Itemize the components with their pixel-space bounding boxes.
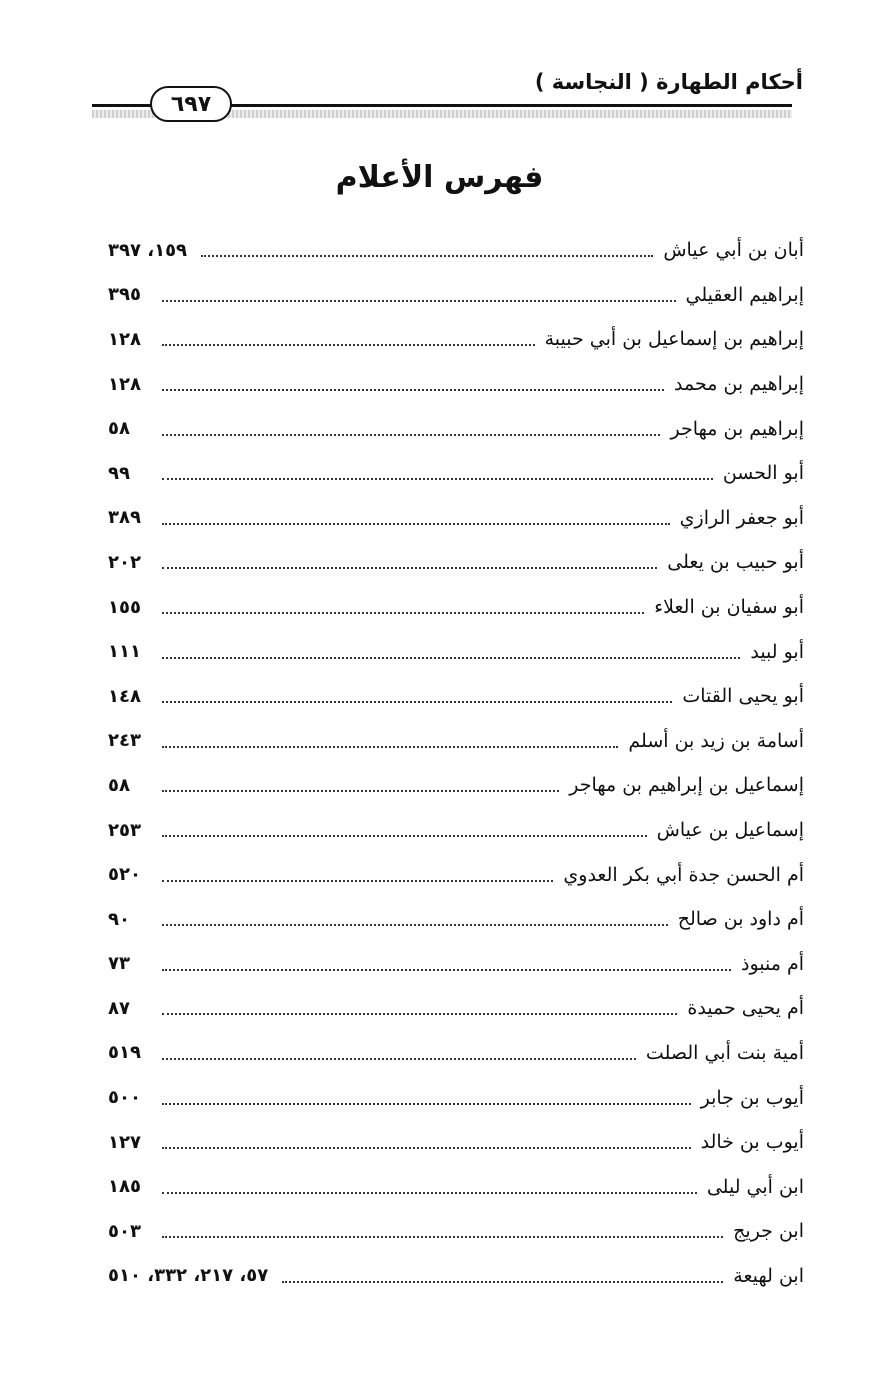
index-entry [108, 317, 804, 362]
index-entry [108, 629, 804, 674]
entry-name: أبان بن أبي عياش [663, 239, 804, 262]
index-entry [108, 986, 804, 1031]
index-entry [108, 897, 804, 942]
entry-name: أم الحسن جدة أبي بكر العدوي [563, 863, 804, 886]
entry-pages: ٢٥٣ [108, 819, 141, 841]
index-entry [108, 719, 804, 764]
dot-leader [162, 746, 618, 748]
entry-name: أم منبوذ [740, 952, 804, 975]
entry-pages: ٢٤٣ [108, 730, 141, 752]
dot-leader [162, 1147, 691, 1149]
entry-pages: ٣٨٩ [108, 507, 141, 529]
entry-pages: ٣٩٥ [108, 284, 141, 306]
entry-name: أسامة بن زيد بن أسلم [628, 729, 804, 752]
dot-leader [162, 1236, 723, 1238]
dot-leader [162, 567, 657, 569]
entry-pages: ٥٢٠ [108, 864, 141, 886]
entry-name: ابن جريج [733, 1220, 804, 1243]
entry-name: إبراهيم العقيلي [685, 283, 804, 306]
dot-leader [282, 1281, 723, 1283]
dot-leader [162, 657, 740, 659]
dot-leader [162, 1192, 697, 1194]
entry-pages: ١١١ [108, 641, 141, 663]
entry-pages: ١٨٥ [108, 1176, 141, 1198]
dot-leader [162, 1103, 691, 1105]
index-entry [108, 674, 804, 719]
entry-pages: ١٢٧ [108, 1131, 141, 1153]
index-entry [108, 1031, 804, 1076]
entry-pages: ٥١٩ [108, 1042, 141, 1064]
book-title: أحكام الطهارة ( النجاسة ) [534, 70, 803, 94]
entry-pages: ٩٠ [108, 908, 130, 930]
dot-leader [162, 969, 731, 971]
entry-pages: ٥٧، ٢١٧، ٣٣٢، ٥١٠ [108, 1265, 269, 1287]
dot-leader [162, 434, 660, 436]
entry-pages: ١٢٨ [108, 328, 141, 350]
index-entry [108, 1075, 804, 1120]
dot-leader [162, 880, 553, 882]
dot-leader [162, 478, 713, 480]
entry-pages: ٥٨ [108, 774, 130, 796]
index-entry [108, 540, 804, 585]
index-entry [108, 228, 804, 273]
entry-pages: ٧٣ [108, 953, 130, 975]
entry-name: أبو حبيب بن يعلى [667, 551, 804, 574]
entry-name: أم يحيى حميدة [687, 997, 804, 1020]
dot-leader [162, 835, 647, 837]
index-entry [108, 451, 804, 496]
entry-name: أبو الحسن [722, 462, 804, 485]
entry-name: أبو جعفر الرازي [679, 506, 804, 529]
entry-pages: ٥٠٣ [108, 1220, 141, 1242]
entry-name: أبو لبيد [750, 640, 804, 663]
entry-pages: ١٢٨ [108, 373, 141, 395]
dot-leader [162, 612, 644, 614]
entry-name: أيوب بن جابر [700, 1086, 804, 1109]
dot-leader [162, 300, 676, 302]
index-entry [108, 763, 804, 808]
page-number-badge [150, 86, 232, 122]
entry-name: أبو سفيان بن العلاء [654, 596, 804, 619]
entry-name: أم داود بن صالح [677, 908, 804, 931]
entry-name: إسماعيل بن إبراهيم بن مهاجر [569, 774, 804, 797]
entry-pages: ٥٠٠ [108, 1087, 141, 1109]
entry-pages: ٨٧ [108, 997, 130, 1019]
entry-pages: ٢٠٢ [108, 551, 141, 573]
dot-leader [162, 344, 535, 346]
dot-leader [162, 389, 664, 391]
entry-name: أمية بنت أبي الصلت [645, 1041, 804, 1064]
entry-name: أبو يحيى القتات [682, 685, 804, 708]
entry-pages: ٩٩ [108, 462, 130, 484]
index-entries-list [108, 228, 804, 1298]
index-entry [108, 942, 804, 987]
dot-leader [162, 790, 559, 792]
dot-leader [162, 1013, 677, 1015]
index-entry [108, 406, 804, 451]
entry-pages: ٥٨ [108, 418, 130, 440]
entry-name: إبراهيم بن إسماعيل بن أبي حبيبة [544, 328, 804, 351]
dot-leader [201, 255, 653, 257]
entry-name: إبراهيم بن محمد [674, 373, 804, 396]
dot-leader [162, 523, 670, 525]
index-entry [108, 808, 804, 853]
dot-leader [162, 701, 672, 703]
index-entry [108, 1254, 804, 1299]
index-entry [108, 362, 804, 407]
index-title: فهرس الأعلام [335, 160, 544, 195]
entry-name: ابن لهيعة [733, 1264, 804, 1287]
entry-pages: ١٤٨ [108, 685, 141, 707]
entry-name: ابن أبي ليلى [706, 1175, 804, 1198]
entry-name: إبراهيم بن مهاجر [670, 417, 804, 440]
entry-name: أيوب بن خالد [700, 1131, 804, 1154]
entry-pages: ١٥٩، ٣٩٧ [108, 239, 188, 261]
dot-leader [162, 1058, 636, 1060]
index-entry [108, 852, 804, 897]
entry-pages: ١٥٥ [108, 596, 141, 618]
index-entry [108, 1209, 804, 1254]
index-entry [108, 1120, 804, 1165]
index-entry [108, 1164, 804, 1209]
dot-leader [162, 924, 668, 926]
entry-name: إسماعيل بن عياش [656, 819, 804, 842]
page-number: ٦٩٧ [170, 91, 212, 117]
index-entry [108, 585, 804, 630]
index-entry [108, 496, 804, 541]
index-entry [108, 273, 804, 318]
